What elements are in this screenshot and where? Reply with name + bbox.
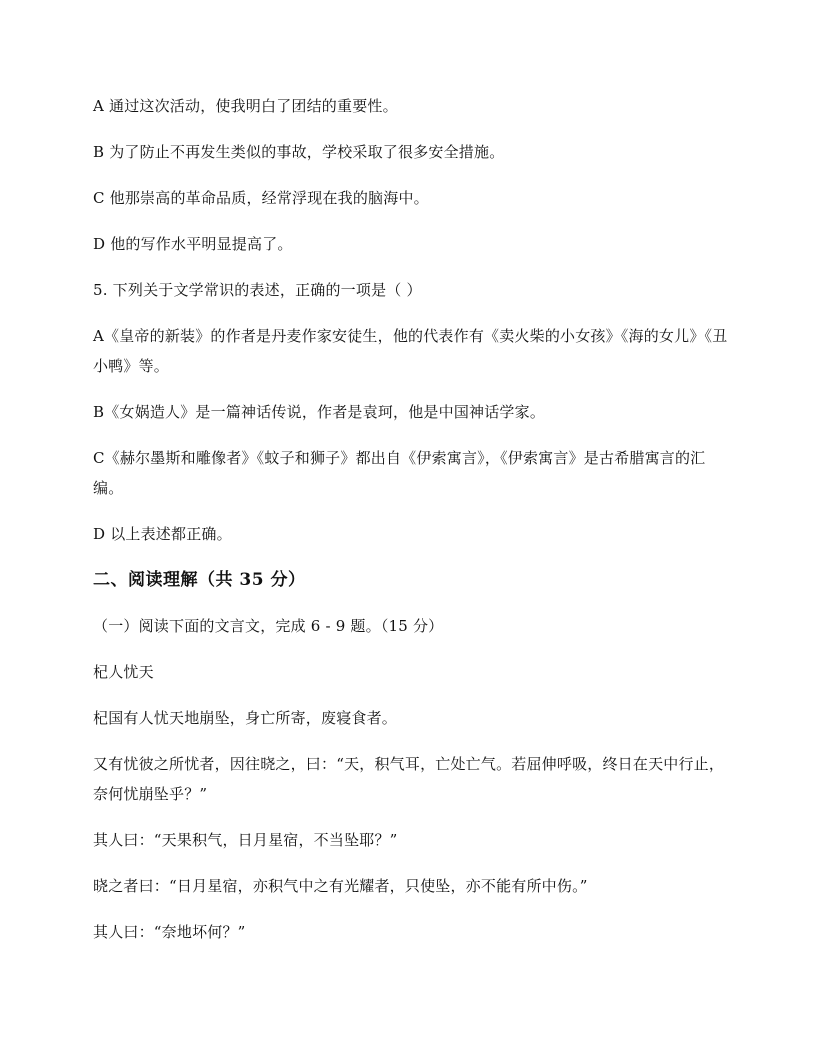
question-5-stem: 5. 下列关于文学常识的表述，正确的一项是（ ） bbox=[93, 281, 422, 299]
q4-option-d: D 他的写作水平明显提高了。 bbox=[93, 235, 293, 253]
passage-paragraph: 杞国有人忧天地崩坠，身亡所寄，废寝食者。 bbox=[93, 709, 398, 727]
passage-paragraph: 又有忧彼之所忧者，因往晓之，曰：“天，积气耳，亡处亡气。若屈伸呼吸，终日在天中行止，奈何忧崩坠乎？” bbox=[93, 755, 725, 803]
passage-paragraph: 其人曰：“奈地坏何？” bbox=[93, 923, 246, 941]
q4-option-c: C 他那崇高的革命品质，经常浮现在我的脑海中。 bbox=[93, 189, 429, 207]
q5-option-a: A《皇帝的新装》的作者是丹麦作家安徒生，他的代表作有《卖火柴的小女孩》《海的女儿》《丑小鸭》等。 bbox=[93, 327, 728, 375]
q4-option-a: A 通过这次活动，使我明白了团结的重要性。 bbox=[93, 97, 398, 115]
passage-title: 杞人忧天 bbox=[93, 663, 154, 681]
passage-paragraph: 其人曰：“天果积气，日月星宿，不当坠耶？” bbox=[93, 831, 398, 849]
section-heading-reading: 二、阅读理解（共 35 分） bbox=[93, 570, 306, 590]
document-content bbox=[93, 91, 733, 963]
q5-option-c: C《赫尔墨斯和雕像者》《蚊子和狮子》都出自《伊索寓言》，《伊索寓言》是古希腊寓言的汇编。 bbox=[93, 449, 706, 497]
q5-option-d: D 以上表述都正确。 bbox=[93, 525, 232, 543]
passage-paragraph: 晓之者曰：“日月星宿，亦积气中之有光耀者，只使坠，亦不能有所中伤。” bbox=[93, 877, 588, 895]
q5-option-b: B《女娲造人》是一篇神话传说，作者是袁珂，他是中国神话学家。 bbox=[93, 403, 546, 421]
subsection-intro: （一）阅读下面的文言文，完成 6 - 9 题。（15 分） bbox=[93, 617, 444, 635]
q4-option-b: B 为了防止不再发生类似的事故，学校采取了很多安全措施。 bbox=[93, 143, 505, 161]
